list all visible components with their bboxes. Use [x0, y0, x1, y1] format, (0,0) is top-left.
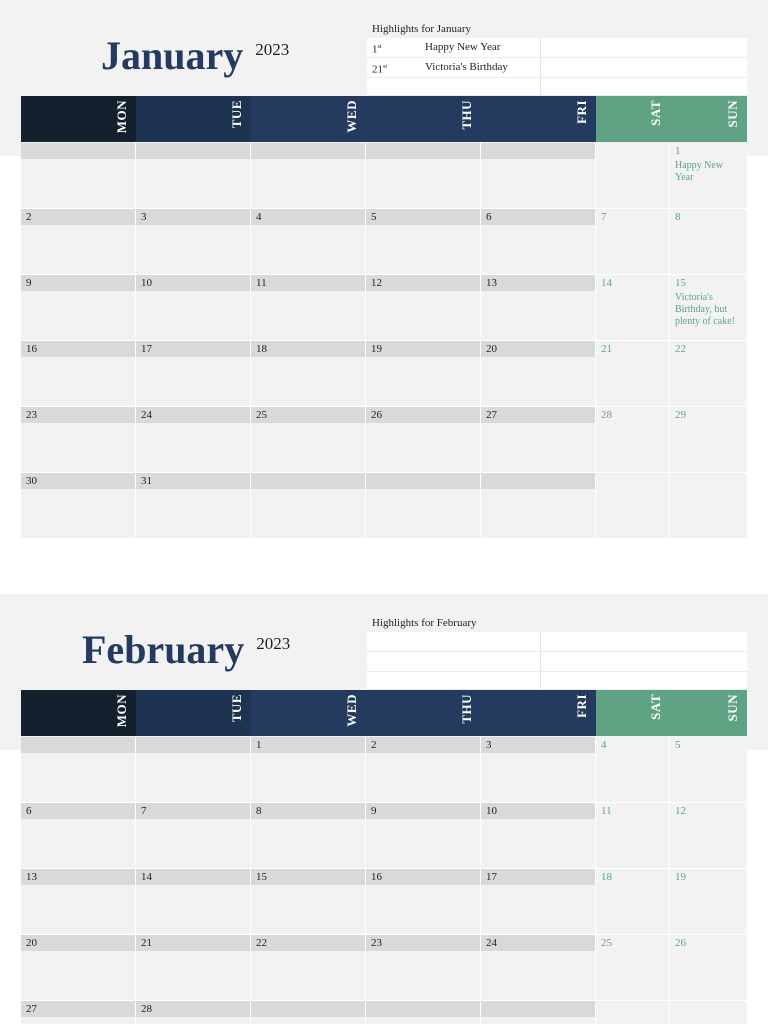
day-cell-weekend[interactable] [670, 407, 747, 473]
day-number: 14 [141, 871, 152, 883]
day-number: 3 [486, 739, 492, 751]
day-cell-weekend[interactable] [596, 1001, 670, 1024]
highlight-text: Happy New Year [425, 41, 501, 53]
day-number: 20 [26, 937, 37, 949]
day-number: 21 [601, 343, 612, 355]
week-row [21, 803, 747, 869]
day-number: 6 [26, 805, 32, 817]
day-cell-weekend[interactable] [670, 275, 747, 341]
weekday-wed: WED [251, 96, 366, 142]
day-number: 14 [601, 277, 612, 289]
highlight-text [425, 632, 540, 651]
weekday-tue: TUE [136, 96, 251, 142]
weekday-sun: SUN [670, 690, 747, 736]
week-row [21, 275, 747, 341]
day-cell[interactable] [481, 143, 596, 209]
highlight-extra-cell[interactable] [540, 652, 747, 671]
day-number: 5 [371, 211, 377, 223]
day-cell[interactable] [21, 473, 136, 539]
week-row [21, 869, 747, 935]
day-cell[interactable] [136, 869, 251, 935]
day-cell[interactable] [481, 935, 596, 1001]
day-number: 20 [486, 343, 497, 355]
day-number: 22 [256, 937, 267, 949]
day-cell-weekend[interactable] [596, 473, 670, 539]
day-number: 27 [486, 409, 497, 421]
week-row [21, 473, 747, 539]
day-number: 10 [486, 805, 497, 817]
day-cell-weekend[interactable] [670, 341, 747, 407]
day-cell[interactable] [136, 473, 251, 539]
day-number: 4 [256, 211, 262, 223]
day-number: 27 [26, 1003, 37, 1015]
day-cell[interactable] [366, 143, 481, 209]
highlight-row[interactable] [367, 632, 747, 652]
day-cell[interactable] [21, 935, 136, 1001]
day-number: 1 [256, 739, 262, 751]
day-cell[interactable] [21, 407, 136, 473]
weekday-wed: WED [251, 690, 366, 736]
day-number: 28 [141, 1003, 152, 1015]
day-number: 28 [601, 409, 612, 421]
day-number: 1 [675, 145, 681, 157]
highlight-extra-cell[interactable] [540, 672, 747, 689]
day-number: 2 [26, 211, 32, 223]
day-cell[interactable] [251, 209, 366, 275]
day-cell[interactable] [366, 209, 481, 275]
day-number: 11 [601, 805, 612, 817]
day-number: 16 [26, 343, 37, 355]
day-number: 24 [141, 409, 152, 421]
day-number: 12 [371, 277, 382, 289]
day-cell-weekend[interactable] [670, 803, 747, 869]
highlight-day: 1st [372, 43, 382, 56]
month-title-block [101, 33, 290, 78]
day-cell[interactable] [136, 209, 251, 275]
day-cell-weekend[interactable] [596, 935, 670, 1001]
day-number: 17 [141, 343, 152, 355]
day-cell-weekend[interactable] [596, 737, 670, 803]
day-cell[interactable] [366, 737, 481, 803]
day-cell[interactable] [21, 275, 136, 341]
highlight-row[interactable] [367, 672, 747, 690]
weekday-fri: FRI [481, 690, 596, 736]
day-number: 8 [256, 805, 262, 817]
day-number: 25 [256, 409, 267, 421]
day-cell[interactable] [481, 803, 596, 869]
day-number: 7 [601, 211, 607, 223]
day-cell[interactable] [21, 869, 136, 935]
day-cell[interactable] [251, 473, 366, 539]
highlights-panel [367, 614, 747, 690]
day-cell[interactable] [481, 473, 596, 539]
day-number: 24 [486, 937, 497, 949]
day-cell[interactable] [251, 275, 366, 341]
calendar-grid [21, 143, 747, 539]
day-number: 4 [601, 739, 607, 751]
highlights-title: Highlights for February [372, 617, 477, 629]
day-cell[interactable] [21, 341, 136, 407]
day-cell[interactable] [366, 935, 481, 1001]
day-cell[interactable] [136, 935, 251, 1001]
week-row [21, 407, 747, 473]
day-cell[interactable] [366, 473, 481, 539]
day-note: Victoria's Birthday, but plenty of cake! [675, 292, 735, 327]
day-cell[interactable] [251, 1001, 366, 1024]
day-cell[interactable] [136, 737, 251, 803]
weekday-fri: FRI [481, 96, 596, 142]
day-cell-weekend[interactable] [596, 869, 670, 935]
weekday-sat: SAT [596, 96, 670, 142]
month-february [0, 594, 768, 1024]
day-cell[interactable] [251, 407, 366, 473]
highlight-day [367, 632, 425, 651]
day-number: 26 [675, 937, 686, 949]
day-cell-weekend[interactable] [670, 737, 747, 803]
day-number: 7 [141, 805, 147, 817]
day-cell[interactable] [251, 143, 366, 209]
day-number: 10 [141, 277, 152, 289]
weekday-mon: MON [21, 96, 136, 142]
day-cell[interactable] [21, 803, 136, 869]
day-number: 15 [256, 871, 267, 883]
day-cell[interactable] [481, 275, 596, 341]
day-number: 30 [26, 475, 37, 487]
highlight-text [425, 672, 540, 689]
day-number: 9 [26, 277, 32, 289]
day-cell[interactable] [251, 737, 366, 803]
day-cell[interactable] [366, 803, 481, 869]
highlight-extra-cell[interactable] [540, 78, 747, 95]
day-number: 5 [675, 739, 681, 751]
day-number: 18 [256, 343, 267, 355]
weekday-sun: SUN [670, 96, 747, 142]
day-cell[interactable] [366, 1001, 481, 1024]
highlight-text: Victoria's Birthday [425, 61, 508, 73]
day-cell-weekend[interactable] [670, 473, 747, 539]
month-year: 2023 [256, 634, 291, 653]
day-number: 22 [675, 343, 686, 355]
day-cell[interactable] [251, 803, 366, 869]
day-number: 21 [141, 937, 152, 949]
week-row [21, 935, 747, 1001]
day-cell-weekend[interactable] [596, 143, 670, 209]
day-cell[interactable] [481, 341, 596, 407]
weekday-tue: TUE [136, 690, 251, 736]
day-number: 26 [371, 409, 382, 421]
day-cell[interactable] [366, 341, 481, 407]
day-cell[interactable] [136, 143, 251, 209]
day-cell[interactable] [481, 209, 596, 275]
highlight-row[interactable] [367, 652, 747, 672]
calendar-grid [21, 737, 747, 1024]
day-cell[interactable] [481, 869, 596, 935]
day-number: 29 [675, 409, 686, 421]
month-title: January [101, 33, 244, 78]
day-cell[interactable] [136, 341, 251, 407]
day-cell[interactable] [251, 935, 366, 1001]
day-cell[interactable] [21, 737, 136, 803]
day-cell-weekend[interactable] [596, 275, 670, 341]
month-title: February [82, 627, 245, 672]
highlights-panel [367, 20, 747, 96]
day-cell-weekend[interactable] [596, 803, 670, 869]
highlight-text [425, 652, 540, 671]
highlight-row[interactable] [367, 38, 747, 58]
highlight-extra-cell[interactable] [540, 58, 747, 77]
day-number: 12 [675, 805, 686, 817]
day-number: 23 [26, 409, 37, 421]
week-row [21, 209, 747, 275]
week-row [21, 143, 747, 209]
week-row [21, 1001, 747, 1024]
day-number: 9 [371, 805, 377, 817]
weekday-sat: SAT [596, 690, 670, 736]
day-cell[interactable] [136, 407, 251, 473]
month-year: 2023 [255, 40, 290, 59]
weekday-header [21, 690, 747, 736]
month-title-block [82, 627, 291, 672]
day-cell[interactable] [21, 143, 136, 209]
day-cell-weekend[interactable] [670, 935, 747, 1001]
highlight-extra-cell[interactable] [540, 632, 747, 651]
week-row [21, 341, 747, 407]
day-cell[interactable] [251, 869, 366, 935]
weekday-thu: THU [366, 96, 481, 142]
day-number: 13 [486, 277, 497, 289]
day-cell-weekend[interactable] [596, 209, 670, 275]
day-cell[interactable] [21, 209, 136, 275]
highlight-day [367, 672, 425, 689]
day-cell[interactable] [366, 869, 481, 935]
day-cell[interactable] [251, 341, 366, 407]
day-number: 19 [371, 343, 382, 355]
highlight-row[interactable] [367, 58, 747, 78]
weekday-mon: MON [21, 690, 136, 736]
day-number: 8 [675, 211, 681, 223]
day-number: 6 [486, 211, 492, 223]
highlight-text [425, 78, 540, 95]
highlight-day: 21st [372, 63, 388, 76]
weekday-header [21, 96, 747, 142]
day-cell[interactable] [366, 275, 481, 341]
day-cell[interactable] [136, 803, 251, 869]
day-cell[interactable] [136, 275, 251, 341]
day-cell-weekend[interactable] [596, 341, 670, 407]
day-number: 19 [675, 871, 686, 883]
day-number: 11 [256, 277, 267, 289]
day-number: 31 [141, 475, 152, 487]
highlight-day [367, 652, 425, 671]
highlight-extra-cell[interactable] [540, 38, 747, 57]
day-cell-weekend[interactable] [596, 407, 670, 473]
day-cell-weekend[interactable] [670, 209, 747, 275]
week-row [21, 737, 747, 803]
day-number: 2 [371, 739, 377, 751]
day-cell[interactable] [366, 407, 481, 473]
day-cell-weekend[interactable] [670, 869, 747, 935]
day-cell[interactable] [481, 737, 596, 803]
day-number: 18 [601, 871, 612, 883]
day-number: 16 [371, 871, 382, 883]
day-cell[interactable] [21, 1001, 136, 1024]
day-number: 15 [675, 277, 686, 289]
day-number: 17 [486, 871, 497, 883]
day-cell-weekend[interactable] [670, 143, 747, 209]
day-note: Happy New Year [675, 160, 724, 183]
weekday-thu: THU [366, 690, 481, 736]
day-cell[interactable] [481, 407, 596, 473]
highlight-row[interactable] [367, 78, 747, 96]
day-number: 13 [26, 871, 37, 883]
day-number: 3 [141, 211, 147, 223]
day-number: 25 [601, 937, 612, 949]
day-cell[interactable] [136, 1001, 251, 1024]
day-number: 23 [371, 937, 382, 949]
highlights-title: Highlights for January [372, 23, 471, 35]
day-cell-weekend[interactable] [670, 1001, 747, 1024]
day-cell[interactable] [481, 1001, 596, 1024]
highlight-day [367, 78, 425, 95]
